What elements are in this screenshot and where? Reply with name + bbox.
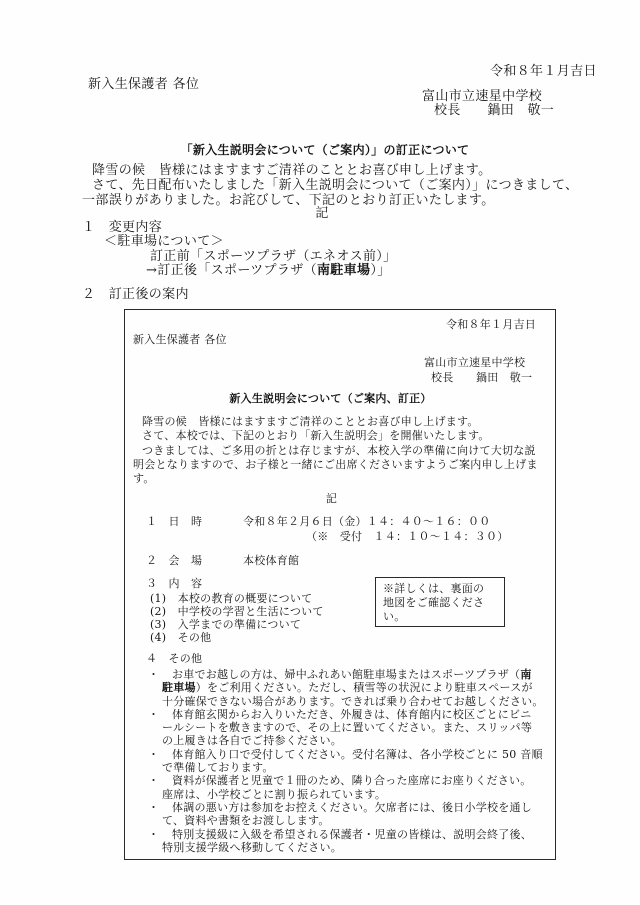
bullet-line: 資料が保護者と児童で１冊のため、隣り合った座席にお座りください。 xyxy=(172,774,532,788)
correction-after xyxy=(146,264,391,279)
section-heading-changes: １ 変更内容 xyxy=(82,220,163,235)
bullet-dot: ・ xyxy=(148,668,159,681)
bullet-dot: ・ xyxy=(148,800,159,814)
section-heading-revised: ２ 訂正後の案内 xyxy=(82,287,189,302)
bullet-line: て、資料や書類をお渡しします。 xyxy=(162,814,330,828)
notice-title: 新入生説明会について（ご案内、訂正） xyxy=(229,392,432,405)
correction-before: 訂正前「スポーツプラザ（エネオス前）」 xyxy=(150,249,397,264)
principal-name: 校長 鍋田 敬一 xyxy=(434,103,555,118)
bullet-text: お車でお越しの方は、婦中ふれあい館駐車場またはスポーツプラザ（ xyxy=(172,668,521,681)
bullet-line: ールシートを敷きますので、その上に置いてください。また、スリッパ等 xyxy=(162,721,533,735)
contents-item: (1) 本校の教育の概要について xyxy=(150,592,313,605)
map-note-line: 地図をご確認くださ xyxy=(383,596,485,609)
bullet-item xyxy=(148,828,548,855)
contents-item: (2) 中学校の学習と生活について xyxy=(150,605,324,618)
notice-date: 令和８年１月吉日 xyxy=(446,318,536,331)
correction-after-prefix: →訂正後「スポーツプラザ（ xyxy=(146,263,317,278)
correction-after-suffix: ）」 xyxy=(370,263,391,278)
bullet-line: 体育館玄関からお入りいただき、外履きは、体育館内に校区ごとにビニ xyxy=(172,707,532,721)
bullet-dot: ・ xyxy=(148,774,159,788)
venue-value: 本校体育館 xyxy=(243,554,300,567)
bullet-line: 特別支援学級へ移動してください。 xyxy=(162,840,342,854)
bullet-dot: ・ xyxy=(148,747,159,761)
notice-principal: 校長 鍋田 敬一 xyxy=(431,371,533,384)
bullet-line: の上履きは各自でご持参ください。 xyxy=(162,734,342,748)
ki-marker: 記 xyxy=(315,206,329,221)
other-list xyxy=(148,668,548,854)
issue-date: 令和８年１月吉日 xyxy=(490,64,597,79)
notice-intro: さて、本校では、下記のとおり「新入生説明会」を開催いたします。 xyxy=(142,429,490,442)
notice-school: 富山市立速星中学校 xyxy=(424,356,526,369)
bullet-bold-text: 駐車場 xyxy=(162,681,196,695)
bullet-line: 十分確保できない場合があります。できれば乗り合わせてお越しください。 xyxy=(162,694,544,708)
notice-ki: 記 xyxy=(325,492,338,505)
correction-after-bold: 南駐車場 xyxy=(316,263,371,278)
datetime-label: １ 日 時 xyxy=(146,515,203,528)
contents-item: (4) その他 xyxy=(150,631,212,644)
bullet-item-parking xyxy=(148,668,548,708)
school-name: 富山市立速星中学校 xyxy=(422,89,543,104)
bullet-dot: ・ xyxy=(148,827,159,841)
parking-subheading: ＜駐車場について＞ xyxy=(104,234,224,249)
contents-item: (3) 入学までの準備について xyxy=(150,618,302,631)
notice-greeting: 降雪の候 皆様にはますますご清祥のこととお喜び申し上げます。 xyxy=(142,415,479,428)
body-line: 一部誤りがありました。お詫びして、下記のとおり訂正いたします。 xyxy=(82,193,495,208)
bullet-line xyxy=(162,668,548,681)
bullet-line: 特別支援級に入級を希望される保護者・児童の皆様は、説明会終了後、 xyxy=(172,827,532,841)
bullet-bold-text: 南 xyxy=(520,668,532,681)
bullet-line xyxy=(162,681,548,694)
recipient: 新入生保護者 各位 xyxy=(88,77,200,92)
reception-time: （※ 受付 １４：１０～１４：３０） xyxy=(306,530,509,543)
bullet-line: 体育館入り口で受付してください。受付名簿は、各小学校ごとに 50 音順 xyxy=(172,747,543,761)
map-note-line: ※詳しくは、裏面の xyxy=(383,582,485,595)
notice-recipient: 新入生保護者 各位 xyxy=(133,333,227,346)
bullet-text: ）をご利用ください。ただし、積雪等の状況により駐車スペースが xyxy=(195,681,533,695)
bullet-line: 座席は、小学校ごとに割り振られています。 xyxy=(162,787,387,801)
notice-request-line: す。 xyxy=(133,472,155,485)
bullet-item xyxy=(148,774,548,801)
map-note-line: い。 xyxy=(383,610,406,623)
venue-label: ２ 会 場 xyxy=(146,554,203,567)
contents-label: ３ 内 容 xyxy=(146,577,203,590)
bullet-line: 体調の悪い方は参加をお控えください。欠席者には、後日小学校を通し xyxy=(172,800,532,814)
notice-request-line: つきましては、ご多用の折とは存じますが、本校入学の準備に向けて大切な説 xyxy=(142,444,536,457)
bullet-dot: ・ xyxy=(148,707,159,721)
document-title: 「新入生説明会について（ご案内）」の訂正について xyxy=(180,143,470,157)
notice-request-line: 明会となりますので、お子様と一緒にご出席くださいますようご案内申し上げま xyxy=(133,458,538,471)
greeting: 降雪の候 皆様にはますますご清祥のこととお喜び申し上げます。 xyxy=(92,163,492,178)
bullet-item xyxy=(148,801,548,828)
body-line: さて、先日配布いたしました「新入生説明会について（ご案内）」につきまして、 xyxy=(92,178,579,193)
other-label: ４ その他 xyxy=(146,652,203,665)
bullet-item xyxy=(148,708,548,748)
datetime-value: 令和８年２月６日（金）１４：４０～１６：００ xyxy=(243,515,491,528)
bullet-item xyxy=(148,748,548,775)
bullet-line: で準備しております。 xyxy=(162,761,274,775)
